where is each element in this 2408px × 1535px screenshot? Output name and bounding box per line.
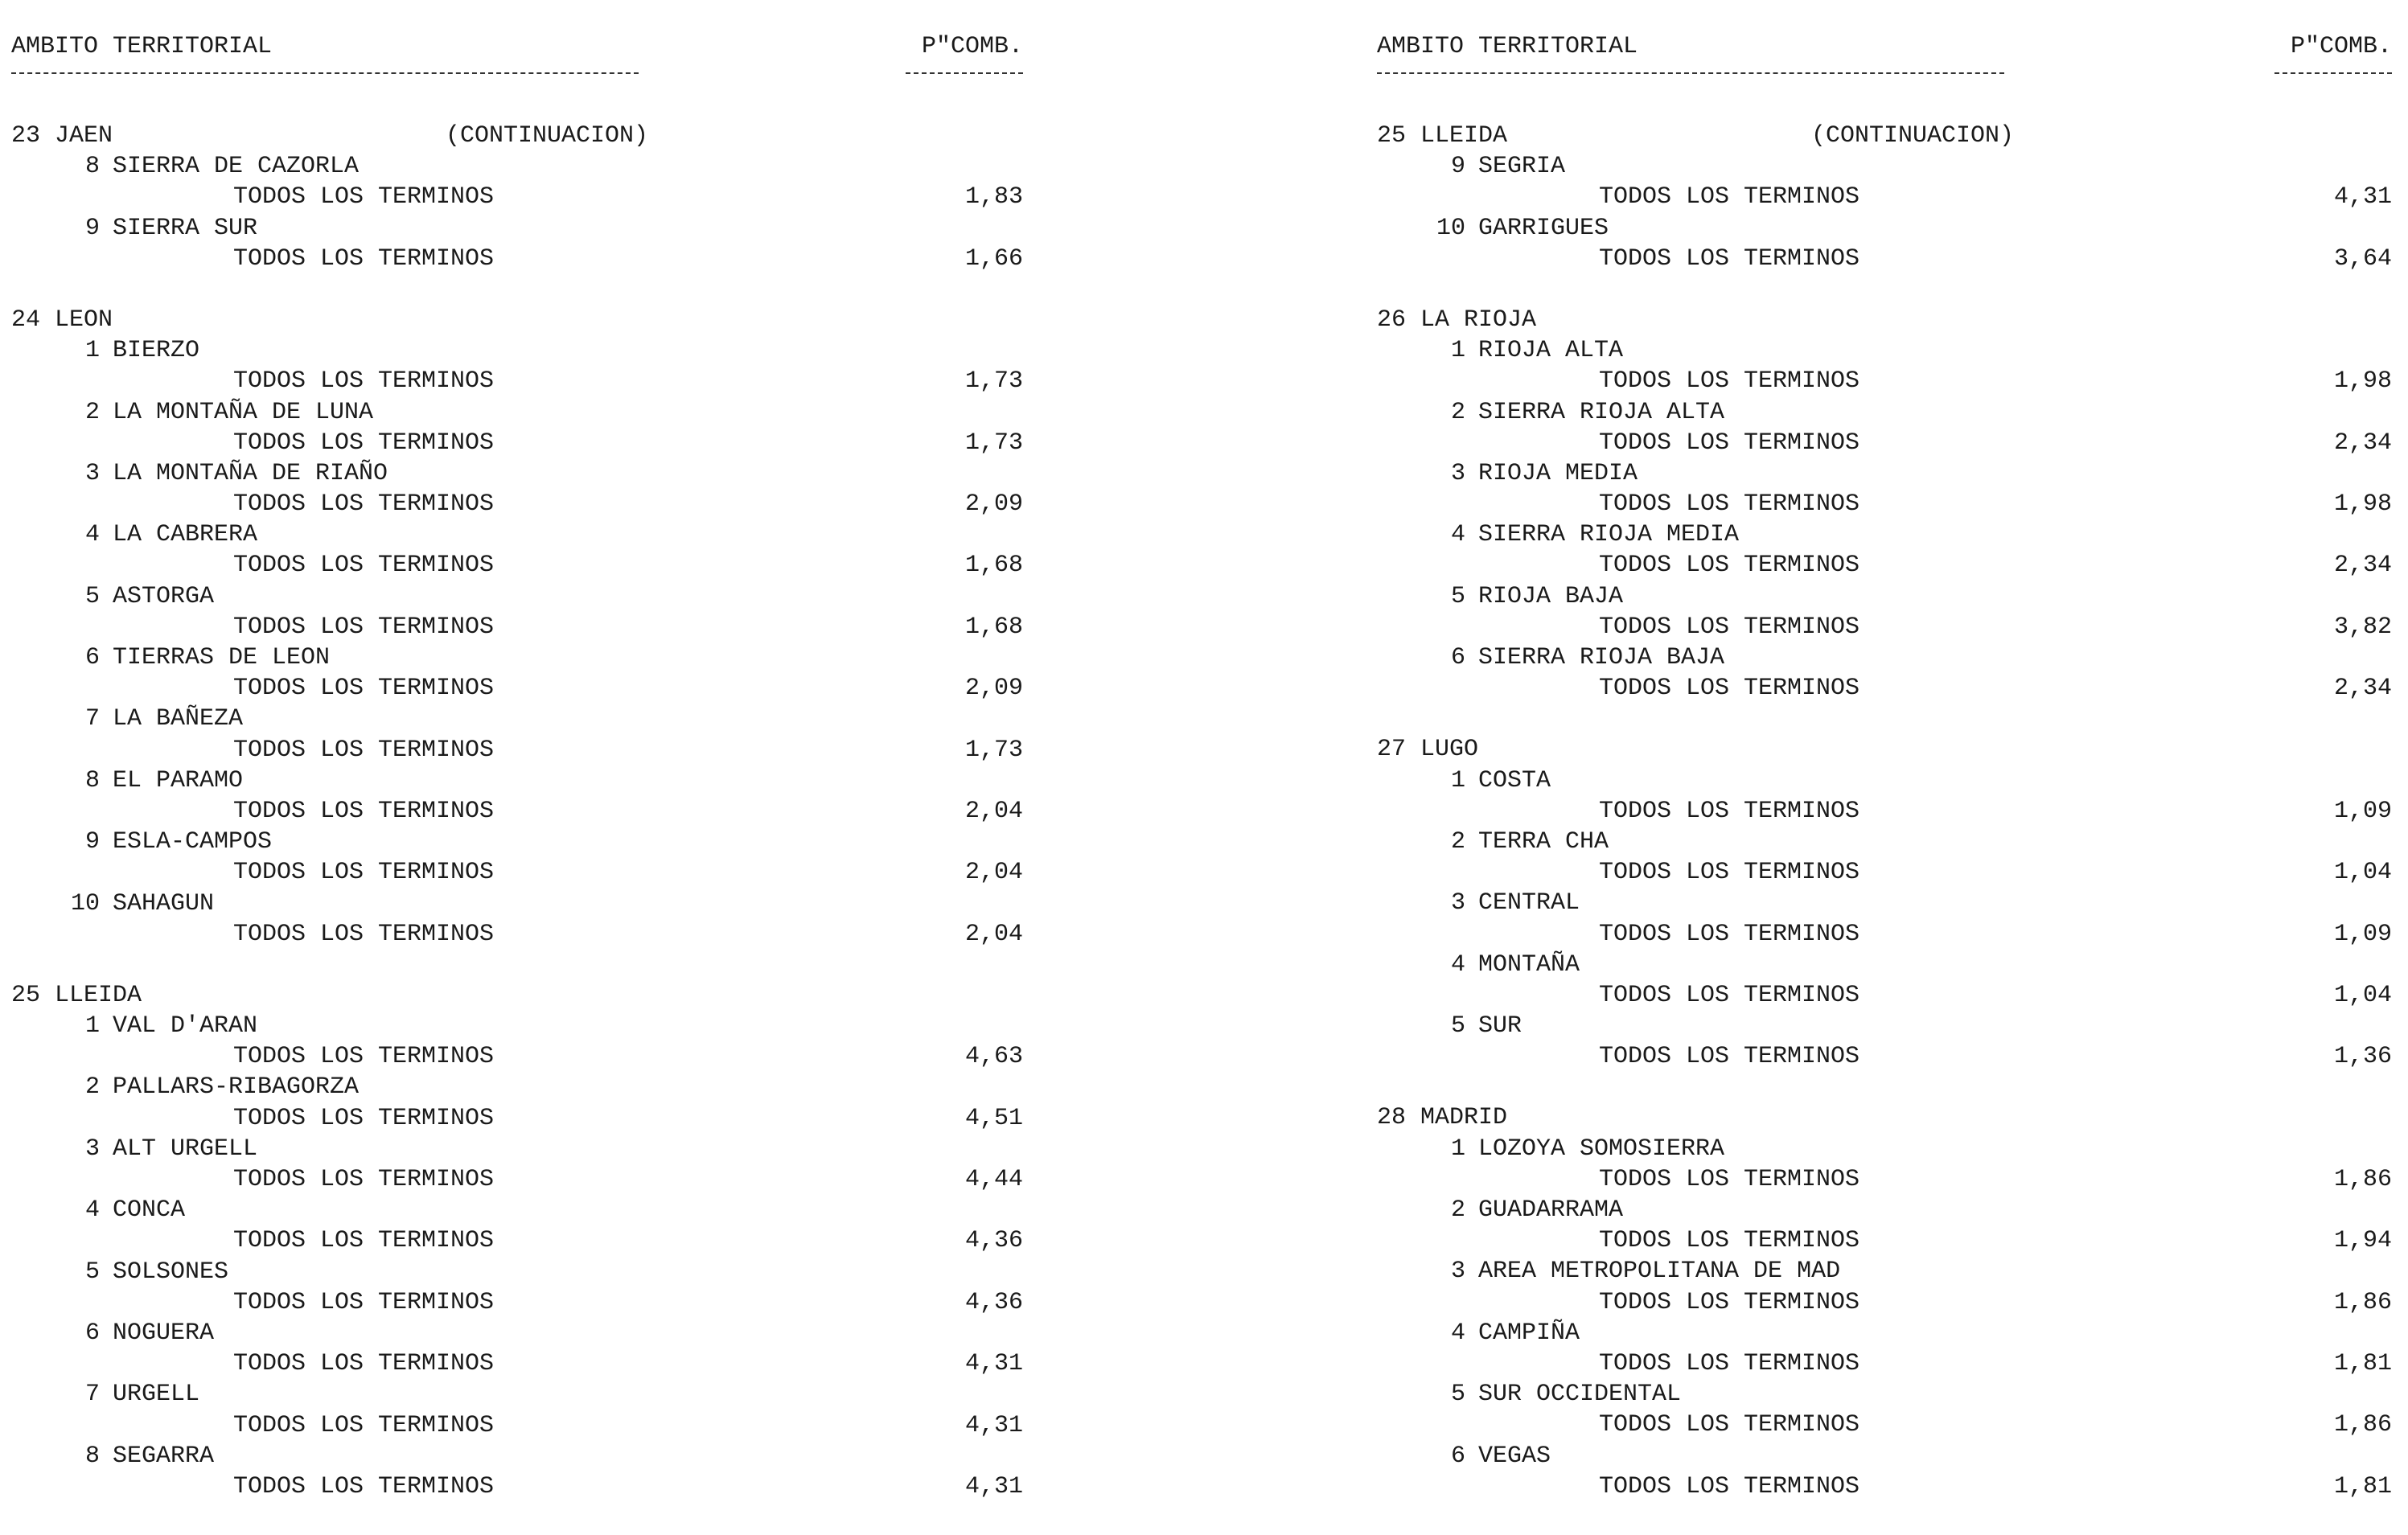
comarca-row <box>11 827 1023 857</box>
term-label: TODOS LOS TERMINOS <box>233 613 495 641</box>
comarca-name: TIERRAS DE LEON <box>113 644 331 671</box>
comarca-row <box>1377 642 2392 673</box>
term-row <box>1377 1348 2392 1379</box>
p-comb-value: 4,31 <box>2333 183 2392 211</box>
province-block <box>1377 734 2392 1072</box>
term-label: TODOS LOS TERMINOS <box>233 736 495 764</box>
term-label: TODOS LOS TERMINOS <box>1599 552 1860 580</box>
comarca-number: 2 <box>84 398 100 426</box>
comarca-number: 10 <box>70 889 100 917</box>
province-name: 28 MADRID <box>1377 1104 1508 1132</box>
term-label: TODOS LOS TERMINOS <box>1599 490 1860 519</box>
term-label: TODOS LOS TERMINOS <box>1599 981 1860 1009</box>
comarca-number: 2 <box>84 1073 100 1102</box>
p-comb-value: 1,09 <box>2333 797 2392 825</box>
term-row <box>1377 1410 2392 1440</box>
p-comb-value: 4,63 <box>964 1043 1023 1071</box>
term-row <box>11 1041 1023 1072</box>
comarca-number: 9 <box>1450 153 1465 181</box>
comarca-name: SUR <box>1478 1012 1522 1040</box>
comarca-number: 8 <box>84 1442 100 1470</box>
term-row <box>11 244 1023 274</box>
comarca-number: 5 <box>84 1258 100 1286</box>
comarca-name: CENTRAL <box>1478 889 1580 917</box>
comarca-name: AREA METROPOLITANA DE MAD <box>1478 1258 1841 1286</box>
term-label: TODOS LOS TERMINOS <box>233 1043 495 1071</box>
comarca-name: RIOJA MEDIA <box>1478 459 1638 487</box>
comarca-name: SOLSONES <box>113 1258 229 1286</box>
comarca-number: 4 <box>1450 521 1465 549</box>
term-label: TODOS LOS TERMINOS <box>233 1411 495 1439</box>
p-comb-value: 1,68 <box>964 613 1023 641</box>
term-row <box>1377 550 2392 581</box>
comarca-row <box>11 1379 1023 1410</box>
term-label: TODOS LOS TERMINOS <box>1599 1288 1860 1316</box>
comarca-name: BIERZO <box>113 337 200 365</box>
comarca-row <box>1377 765 2392 796</box>
comarca-name: SUR OCCIDENTAL <box>1478 1381 1682 1409</box>
p-comb-value: 4,31 <box>964 1411 1023 1439</box>
province-block <box>11 980 1023 1502</box>
term-row <box>1377 919 2392 950</box>
term-row <box>11 428 1023 458</box>
p-comb-value: 2,34 <box>2333 429 2392 457</box>
comarca-row <box>1377 1134 2392 1164</box>
comarca-name: URGELL <box>113 1381 200 1409</box>
header-underline <box>11 72 639 74</box>
term-row <box>11 1225 1023 1256</box>
province-name: 27 LUGO <box>1377 736 1479 764</box>
comarca-number: 1 <box>84 337 100 365</box>
term-row <box>1377 366 2392 396</box>
term-row <box>11 550 1023 581</box>
province-block <box>11 121 1023 274</box>
province-note: (CONTINUACION) <box>1811 122 2015 150</box>
comarca-row <box>1377 950 2392 980</box>
p-comb-value: 2,04 <box>964 859 1023 887</box>
term-label: TODOS LOS TERMINOS <box>1599 367 1860 396</box>
province-list <box>1377 121 2392 1502</box>
term-row <box>11 182 1023 212</box>
comarca-name: LOZOYA SOMOSIERRA <box>1478 1135 1725 1163</box>
term-label: TODOS LOS TERMINOS <box>233 183 495 211</box>
comarca-number: 8 <box>84 153 100 181</box>
province-name: 25 LLEIDA <box>11 981 142 1009</box>
p-comb-value: 1,86 <box>2333 1165 2392 1193</box>
comarca-row <box>1377 151 2392 182</box>
comarca-number: 4 <box>1450 950 1465 979</box>
comarca-name: ESLA-CAMPOS <box>113 828 273 856</box>
comarca-name: SIERRA DE CAZORLA <box>113 153 360 181</box>
comarca-row <box>11 519 1023 550</box>
comarca-name: SIERRA RIOJA MEDIA <box>1478 521 1740 549</box>
term-label: TODOS LOS TERMINOS <box>1599 1227 1860 1255</box>
p-comb-value: 2,04 <box>964 920 1023 948</box>
comarca-row <box>1377 1379 2392 1410</box>
comarca-number: 6 <box>84 1319 100 1347</box>
comarca-row <box>11 1195 1023 1225</box>
term-label: TODOS LOS TERMINOS <box>1599 920 1860 948</box>
comarca-row <box>1377 1318 2392 1348</box>
comarca-row <box>1377 1011 2392 1041</box>
comarca-number: 3 <box>1450 459 1465 487</box>
term-label: TODOS LOS TERMINOS <box>233 1104 495 1132</box>
comarca-number: 8 <box>84 766 100 794</box>
left-column <box>11 32 1023 1502</box>
comarca-number: 3 <box>84 1135 100 1163</box>
p-comb-value: 2,34 <box>2333 675 2392 703</box>
p-comb-value: 4,31 <box>964 1472 1023 1500</box>
p-comb-value: 3,82 <box>2333 613 2392 641</box>
header-ambito-territorial: AMBITO TERRITORIAL <box>11 33 273 60</box>
term-label: TODOS LOS TERMINOS <box>1599 183 1860 211</box>
province-heading <box>1377 305 2392 335</box>
comarca-row <box>1377 827 2392 857</box>
comarca-name: VEGAS <box>1478 1442 1551 1470</box>
term-row <box>11 1471 1023 1502</box>
comarca-name: ALT URGELL <box>113 1135 258 1163</box>
p-comb-value: 1,94 <box>2333 1227 2392 1255</box>
comarca-row <box>1377 397 2392 428</box>
p-comb-value: 4,31 <box>964 1350 1023 1378</box>
province-block <box>1377 121 2392 274</box>
term-row <box>11 673 1023 704</box>
term-row <box>11 796 1023 827</box>
comarca-number: 3 <box>1450 1258 1465 1286</box>
province-name: 25 LLEIDA <box>1377 122 1508 150</box>
term-label: TODOS LOS TERMINOS <box>233 859 495 887</box>
term-label: TODOS LOS TERMINOS <box>233 490 495 519</box>
term-label: TODOS LOS TERMINOS <box>233 1288 495 1316</box>
comarca-number: 1 <box>1450 1135 1465 1163</box>
comarca-name: NOGUERA <box>113 1319 215 1347</box>
province-name: 26 LA RIOJA <box>1377 306 1537 334</box>
comarca-name: ASTORGA <box>113 582 215 610</box>
p-comb-value: 1,36 <box>2333 1043 2392 1071</box>
comarca-number: 7 <box>84 705 100 733</box>
term-label: TODOS LOS TERMINOS <box>1599 859 1860 887</box>
term-label: TODOS LOS TERMINOS <box>233 552 495 580</box>
comarca-number: 1 <box>84 1012 100 1040</box>
p-comb-value: 2,09 <box>964 675 1023 703</box>
term-row <box>1377 1471 2392 1502</box>
term-row <box>1377 182 2392 212</box>
p-comb-value: 1,81 <box>2333 1349 2392 1377</box>
term-label: TODOS LOS TERMINOS <box>1599 613 1860 641</box>
term-row <box>11 735 1023 765</box>
comarca-number: 5 <box>1450 1012 1465 1040</box>
comarca-name: LA CABRERA <box>113 521 258 549</box>
comarca-number: 9 <box>84 214 100 242</box>
comarca-name: SIERRA SUR <box>113 214 258 242</box>
p-comb-value: 1,73 <box>964 736 1023 764</box>
comarca-name: RIOJA BAJA <box>1478 582 1624 610</box>
right-column <box>1377 32 2392 1502</box>
comarca-row <box>1377 1256 2392 1287</box>
term-label: TODOS LOS TERMINOS <box>1599 1472 1860 1500</box>
term-label: TODOS LOS TERMINOS <box>233 797 495 825</box>
term-row <box>1377 673 2392 704</box>
p-comb-value: 1,86 <box>2333 1288 2392 1316</box>
term-row <box>11 919 1023 950</box>
province-block <box>1377 1102 2392 1501</box>
term-row <box>1377 1164 2392 1195</box>
term-label: TODOS LOS TERMINOS <box>233 1350 495 1378</box>
header-underline <box>2274 72 2392 74</box>
comarca-number: 5 <box>1450 582 1465 610</box>
province-heading <box>11 305 1023 335</box>
term-row <box>11 489 1023 519</box>
comarca-name: LA BAÑEZA <box>113 705 244 733</box>
comarca-number: 4 <box>84 1196 100 1225</box>
p-comb-value: 1,04 <box>2333 981 2392 1009</box>
term-row <box>11 366 1023 396</box>
p-comb-value: 4,44 <box>964 1166 1023 1193</box>
p-comb-value: 1,86 <box>2333 1411 2392 1439</box>
comarca-row <box>11 642 1023 673</box>
comarca-row <box>1377 1195 2392 1225</box>
comarca-name: VAL D'ARAN <box>113 1012 258 1040</box>
p-comb-value: 3,64 <box>2333 244 2392 273</box>
header-p-comb: P"COMB. <box>2290 33 2392 60</box>
comarca-number: 6 <box>1450 644 1465 671</box>
term-row <box>1377 1225 2392 1256</box>
p-comb-value: 4,36 <box>964 1288 1023 1316</box>
comarca-name: GARRIGUES <box>1478 214 1609 242</box>
header-p-comb: P"COMB. <box>921 33 1023 60</box>
comarca-name: PALLARS-RIBAGORZA <box>113 1073 360 1102</box>
comarca-number: 5 <box>1450 1381 1465 1409</box>
comarca-number: 10 <box>1436 214 1465 242</box>
term-label: TODOS LOS TERMINOS <box>233 920 495 948</box>
term-row <box>1377 857 2392 888</box>
p-comb-value: 1,09 <box>2333 920 2392 948</box>
comarca-name: SAHAGUN <box>113 889 215 917</box>
p-comb-value: 4,36 <box>964 1227 1023 1255</box>
comarca-number: 3 <box>84 459 100 487</box>
p-comb-value: 1,68 <box>964 552 1023 580</box>
comarca-number: 2 <box>1450 827 1465 856</box>
comarca-name: SIERRA RIOJA BAJA <box>1478 644 1725 671</box>
term-label: TODOS LOS TERMINOS <box>1599 429 1860 457</box>
province-note: (CONTINUACION) <box>446 122 649 150</box>
comarca-row <box>11 889 1023 919</box>
comarca-row <box>1377 335 2392 366</box>
comarca-name: COSTA <box>1478 766 1551 794</box>
term-row <box>11 1348 1023 1379</box>
comarca-number: 4 <box>1450 1319 1465 1347</box>
province-heading <box>1377 121 2392 151</box>
comarca-row <box>1377 888 2392 918</box>
comarca-row <box>1377 458 2392 489</box>
comarca-number: 6 <box>84 644 100 671</box>
comarca-row <box>11 1257 1023 1287</box>
comarca-row <box>11 704 1023 734</box>
term-row <box>11 1410 1023 1441</box>
header-underline <box>906 72 1023 74</box>
comarca-row <box>1377 1441 2392 1471</box>
term-row <box>1377 1287 2392 1318</box>
term-label: TODOS LOS TERMINOS <box>233 244 495 273</box>
p-comb-value: 2,04 <box>964 797 1023 825</box>
term-label: TODOS LOS TERMINOS <box>1599 797 1860 825</box>
comarca-name: GUADARRAMA <box>1478 1196 1624 1224</box>
p-comb-value: 1,98 <box>2333 367 2392 396</box>
term-row <box>11 1287 1023 1318</box>
comarca-name: SIERRA RIOJA ALTA <box>1478 398 1725 426</box>
term-row <box>11 1164 1023 1195</box>
p-comb-value: 1,04 <box>2333 859 2392 887</box>
comarca-number: 2 <box>1450 398 1465 426</box>
p-comb-value: 4,51 <box>964 1104 1023 1132</box>
term-label: TODOS LOS TERMINOS <box>233 367 495 396</box>
comarca-row <box>11 458 1023 489</box>
term-row <box>1377 1041 2392 1072</box>
term-label: TODOS LOS TERMINOS <box>233 1472 495 1500</box>
comarca-row <box>11 397 1023 428</box>
comarca-name: EL PARAMO <box>113 766 244 794</box>
comarca-row <box>11 1134 1023 1164</box>
p-comb-value: 1,81 <box>2333 1472 2392 1500</box>
comarca-row <box>11 213 1023 244</box>
term-row <box>1377 796 2392 827</box>
term-row <box>1377 489 2392 519</box>
p-comb-value: 1,98 <box>2333 490 2392 519</box>
term-label: TODOS LOS TERMINOS <box>233 1227 495 1255</box>
term-row <box>11 857 1023 888</box>
comarca-name: RIOJA ALTA <box>1478 337 1624 365</box>
term-label: TODOS LOS TERMINOS <box>1599 1043 1860 1071</box>
province-name: 24 LEON <box>11 306 113 334</box>
comarca-row <box>11 1441 1023 1471</box>
term-row <box>11 612 1023 642</box>
term-label: TODOS LOS TERMINOS <box>233 1166 495 1193</box>
comarca-row <box>1377 213 2392 244</box>
header-ambito-territorial: AMBITO TERRITORIAL <box>1377 33 1638 60</box>
comarca-name: TERRA CHA <box>1478 827 1609 856</box>
comarca-row <box>11 1011 1023 1041</box>
term-label: TODOS LOS TERMINOS <box>233 675 495 703</box>
p-comb-value: 2,09 <box>964 490 1023 519</box>
comarca-row <box>1377 581 2392 612</box>
comarca-row <box>11 1318 1023 1348</box>
comarca-number: 2 <box>1450 1196 1465 1224</box>
comarca-row <box>11 335 1023 366</box>
term-label: TODOS LOS TERMINOS <box>1599 1349 1860 1377</box>
p-comb-value: 1,66 <box>964 244 1023 273</box>
province-heading <box>11 121 1023 151</box>
comarca-row <box>11 765 1023 796</box>
province-heading <box>11 980 1023 1011</box>
comarca-name: LA MONTAÑA DE RIAÑO <box>113 459 388 487</box>
comarca-name: CONCA <box>113 1196 186 1225</box>
term-label: TODOS LOS TERMINOS <box>1599 675 1860 703</box>
header-underline <box>1377 72 2004 74</box>
comarca-number: 5 <box>84 582 100 610</box>
comarca-row <box>1377 519 2392 550</box>
comarca-number: 6 <box>1450 1442 1465 1470</box>
comarca-name: MONTAÑA <box>1478 950 1580 979</box>
term-row <box>1377 980 2392 1011</box>
term-row <box>11 1103 1023 1134</box>
term-row <box>1377 428 2392 458</box>
comarca-number: 3 <box>1450 889 1465 917</box>
comarca-row <box>11 151 1023 182</box>
p-comb-value: 1,73 <box>964 367 1023 396</box>
comarca-number: 1 <box>1450 337 1465 365</box>
province-block <box>1377 305 2392 704</box>
p-comb-value: 1,73 <box>964 429 1023 457</box>
comarca-name: SEGRIA <box>1478 153 1566 181</box>
province-name: 23 JAEN <box>11 122 113 150</box>
province-list <box>11 121 1023 1502</box>
comarca-name: SEGARRA <box>113 1442 215 1470</box>
column-header <box>11 32 1023 90</box>
comarca-number: 7 <box>84 1381 100 1409</box>
term-label: TODOS LOS TERMINOS <box>1599 1165 1860 1193</box>
comarca-number: 1 <box>1450 766 1465 794</box>
p-comb-value: 1,83 <box>964 183 1023 211</box>
comarca-name: LA MONTAÑA DE LUNA <box>113 398 374 426</box>
comarca-number: 9 <box>84 828 100 856</box>
column-header <box>1377 32 2392 90</box>
term-label: TODOS LOS TERMINOS <box>1599 244 1860 273</box>
term-label: TODOS LOS TERMINOS <box>233 429 495 457</box>
term-label: TODOS LOS TERMINOS <box>1599 1411 1860 1439</box>
comarca-row <box>11 1072 1023 1102</box>
comarca-number: 4 <box>84 521 100 549</box>
province-block <box>11 305 1023 950</box>
comarca-name: CAMPIÑA <box>1478 1319 1580 1347</box>
province-heading <box>1377 1102 2392 1133</box>
comarca-row <box>11 581 1023 612</box>
term-row <box>1377 612 2392 642</box>
p-comb-value: 2,34 <box>2333 552 2392 580</box>
term-row <box>1377 244 2392 274</box>
province-heading <box>1377 734 2392 765</box>
